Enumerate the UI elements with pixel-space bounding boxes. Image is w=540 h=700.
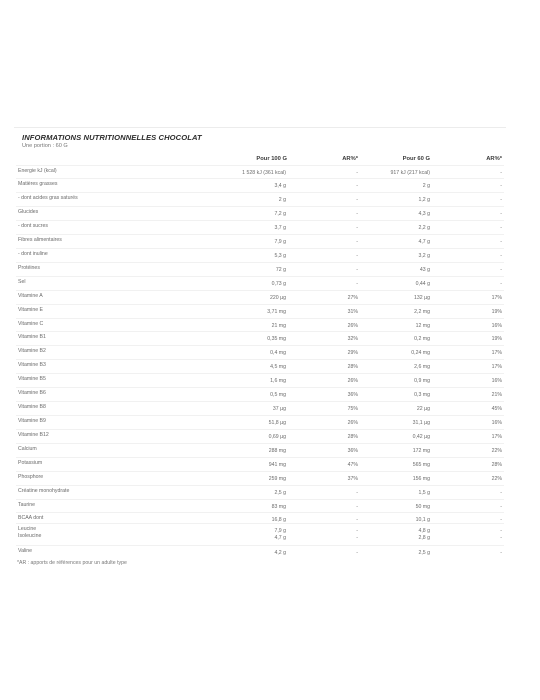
- table-row: [16, 499, 504, 513]
- ar-per-60g: -: [500, 504, 502, 510]
- value-per-60g: 565 mg: [412, 462, 430, 468]
- value-per-100g: 7,2 g: [274, 211, 286, 217]
- portion-subtitle: Une portion : 60 G: [22, 143, 68, 149]
- header-per-100g: Pour 100 G: [256, 156, 287, 162]
- ar-per-100g: 36%: [347, 448, 358, 454]
- value-per-100g: 0,69 µg: [268, 434, 286, 440]
- table-row: [16, 276, 504, 290]
- table-row: [16, 457, 504, 471]
- value-per-100g: 259 mg: [268, 476, 286, 482]
- ar-per-60g: -: [500, 528, 502, 534]
- ar-per-100g: -: [356, 239, 358, 245]
- ar-per-60g: 21%: [491, 392, 502, 398]
- table-row: [16, 545, 504, 559]
- value-per-100g: 3,4 g: [274, 183, 286, 189]
- ar-per-100g: 36%: [347, 392, 358, 398]
- ar-per-60g: -: [500, 535, 502, 541]
- nutrient-label: - dont acides gras saturés: [18, 195, 78, 201]
- value-per-100g: 16,8 g: [271, 517, 286, 523]
- value-per-100g: 4,7 g: [274, 535, 286, 541]
- ar-per-60g: -: [500, 225, 502, 231]
- ar-per-60g: 22%: [491, 448, 502, 454]
- ar-per-60g: 19%: [491, 309, 502, 315]
- nutrient-label: Vitamine B5: [18, 376, 46, 382]
- table-row: [16, 234, 504, 248]
- table-row: [16, 471, 504, 485]
- ar-per-100g: 37%: [347, 476, 358, 482]
- table-row: [16, 387, 504, 401]
- value-per-60g: 0,42 µg: [412, 434, 430, 440]
- value-per-100g: 72 g: [275, 267, 286, 273]
- ar-per-100g: -: [356, 183, 358, 189]
- value-per-60g: 22 µg: [416, 406, 430, 412]
- nutrient-label: Vitamine B12: [18, 432, 49, 438]
- ar-per-100g: -: [356, 550, 358, 556]
- nutrient-label: Valine: [18, 548, 33, 554]
- ar-per-100g: 27%: [347, 295, 358, 301]
- ar-per-100g: -: [356, 197, 358, 203]
- value-per-100g: 37 µg: [272, 406, 286, 412]
- footnote: *AR : apports de références pour un adulte type: [17, 560, 127, 566]
- value-per-60g: 0,44 g: [415, 281, 430, 287]
- ar-per-100g: 75%: [347, 406, 358, 412]
- value-per-100g: 51,8 µg: [268, 420, 286, 426]
- table-row: [16, 262, 504, 276]
- ar-per-60g: 17%: [491, 295, 502, 301]
- table-row: [16, 345, 504, 359]
- nutrient-label: Matières grasses: [18, 181, 58, 187]
- value-per-60g: 917 kJ (217 kcal): [390, 170, 430, 176]
- value-per-60g: 2,6 mg: [414, 364, 430, 370]
- value-per-100g: 7,9 g: [274, 528, 286, 534]
- table-row: [16, 415, 504, 429]
- nutrient-label: BCAA dont: [18, 515, 44, 521]
- ar-per-100g: 26%: [347, 378, 358, 384]
- ar-per-60g: 16%: [491, 420, 502, 426]
- nutrient-label: Vitamine B8: [18, 404, 46, 410]
- ar-per-60g: -: [500, 267, 502, 273]
- ar-per-100g: -: [356, 504, 358, 510]
- ar-per-100g: -: [356, 211, 358, 217]
- value-per-60g: 1,5 g: [418, 490, 430, 496]
- value-per-60g: 2,8 g: [418, 535, 430, 541]
- header-ar-100g: AR%*: [342, 156, 358, 162]
- nutrient-label: Protéines: [18, 265, 40, 271]
- header-ar-60g: AR%*: [486, 156, 502, 162]
- table-row: [16, 429, 504, 443]
- ar-per-60g: 19%: [491, 336, 502, 342]
- nutrient-label: Fibres alimentaires: [18, 237, 62, 243]
- value-per-60g: 132 µg: [414, 295, 430, 301]
- table-row: [16, 206, 504, 220]
- value-per-100g: 5,3 g: [274, 253, 286, 259]
- value-per-100g: 7,9 g: [274, 239, 286, 245]
- nutrient-label: - dont inuline: [18, 251, 48, 257]
- value-per-100g: 0,5 mg: [270, 392, 286, 398]
- ar-per-100g: 29%: [347, 350, 358, 356]
- table-row: [16, 304, 504, 318]
- ar-per-60g: 28%: [491, 462, 502, 468]
- ar-per-60g: -: [500, 490, 502, 496]
- table-row: [16, 220, 504, 234]
- table-row: [16, 331, 504, 345]
- ar-per-60g: 16%: [491, 323, 502, 329]
- value-per-60g: 10,1 g: [415, 517, 430, 523]
- ar-per-100g: -: [356, 528, 358, 534]
- value-per-100g: 1 528 kJ (361 kcal): [242, 170, 286, 176]
- ar-per-60g: -: [500, 550, 502, 556]
- value-per-60g: 0,24 mg: [411, 350, 430, 356]
- nutrient-label: Isoleucine: [18, 533, 42, 539]
- ar-per-100g: -: [356, 253, 358, 259]
- table-row: [16, 401, 504, 415]
- value-per-60g: 12 mg: [415, 323, 430, 329]
- value-per-100g: 0,73 g: [271, 281, 286, 287]
- nutrient-label: Calcium: [18, 446, 37, 452]
- value-per-100g: 4,2 g: [274, 550, 286, 556]
- table-row: [16, 248, 504, 262]
- nutrient-label: Phosphore: [18, 474, 44, 480]
- table-row: [16, 373, 504, 387]
- table-row: [16, 178, 504, 192]
- nutrient-label: Glucides: [18, 209, 39, 215]
- ar-per-100g: 32%: [347, 336, 358, 342]
- ar-per-60g: -: [500, 170, 502, 176]
- ar-per-100g: 26%: [347, 420, 358, 426]
- ar-per-100g: 31%: [347, 309, 358, 315]
- value-per-60g: 1,2 g: [418, 197, 430, 203]
- value-per-60g: 2 g: [422, 183, 430, 189]
- value-per-60g: 4,3 g: [418, 211, 430, 217]
- ar-per-60g: -: [500, 517, 502, 523]
- ar-per-60g: -: [500, 197, 502, 203]
- nutrient-label: Potassium: [18, 460, 43, 466]
- value-per-60g: 4,7 g: [418, 239, 430, 245]
- ar-per-60g: -: [500, 253, 502, 259]
- ar-per-100g: 47%: [347, 462, 358, 468]
- value-per-100g: 83 mg: [271, 504, 286, 510]
- value-per-60g: 3,2 g: [418, 253, 430, 259]
- ar-per-60g: -: [500, 183, 502, 189]
- value-per-100g: 4,5 mg: [270, 364, 286, 370]
- nutrient-label: Vitamine B6: [18, 390, 46, 396]
- ar-per-60g: 45%: [491, 406, 502, 412]
- value-per-100g: 288 mg: [268, 448, 286, 454]
- ar-per-100g: -: [356, 225, 358, 231]
- value-per-60g: 0,2 mg: [414, 336, 430, 342]
- table-row: [16, 165, 504, 179]
- ar-per-60g: 17%: [491, 350, 502, 356]
- value-per-100g: 941 mg: [268, 462, 286, 468]
- value-per-100g: 220 µg: [270, 295, 286, 301]
- ar-per-100g: 28%: [347, 434, 358, 440]
- value-per-60g: 2,2 mg: [414, 309, 430, 315]
- value-per-100g: 0,4 mg: [270, 350, 286, 356]
- nutrient-label: Vitamine B1: [18, 334, 46, 340]
- table-title: INFORMATIONS NUTRITIONNELLES CHOCOLAT: [22, 133, 202, 142]
- value-per-60g: 2,2 g: [418, 225, 430, 231]
- ar-per-100g: 26%: [347, 323, 358, 329]
- value-per-60g: 4,8 g: [418, 528, 430, 534]
- ar-per-100g: -: [356, 170, 358, 176]
- value-per-60g: 2,5 g: [418, 550, 430, 556]
- nutrient-label: Créatine monohydrate: [18, 488, 70, 494]
- table-row: [16, 290, 504, 304]
- ar-per-60g: 17%: [491, 364, 502, 370]
- value-per-60g: 0,3 mg: [414, 392, 430, 398]
- value-per-100g: 3,7 g: [274, 225, 286, 231]
- table-row: [16, 192, 504, 206]
- ar-per-100g: 28%: [347, 364, 358, 370]
- value-per-60g: 43 g: [419, 267, 430, 273]
- value-per-60g: 172 mg: [412, 448, 430, 454]
- nutrient-label: Leucine: [18, 526, 37, 532]
- value-per-100g: 2,5 g: [274, 490, 286, 496]
- nutrient-label: Energie kJ (kcal): [18, 168, 57, 174]
- ar-per-60g: -: [500, 211, 502, 217]
- value-per-100g: 21 mg: [271, 323, 286, 329]
- table-row: [16, 318, 504, 332]
- value-per-60g: 0,9 mg: [414, 378, 430, 384]
- nutrient-label: Vitamine B9: [18, 418, 46, 424]
- table-row: [16, 359, 504, 373]
- ar-per-100g: -: [356, 281, 358, 287]
- value-per-100g: 2 g: [278, 197, 286, 203]
- ar-per-60g: -: [500, 281, 502, 287]
- ar-per-100g: -: [356, 490, 358, 496]
- value-per-60g: 50 mg: [415, 504, 430, 510]
- ar-per-100g: -: [356, 267, 358, 273]
- nutrient-label: Vitamine B3: [18, 362, 46, 368]
- nutrient-label: Vitamine A: [18, 293, 43, 299]
- header-per-60g: Pour 60 G: [402, 156, 430, 162]
- nutrient-label: Sel: [18, 279, 26, 285]
- value-per-100g: 1,6 mg: [270, 378, 286, 384]
- value-per-60g: 31,1 µg: [412, 420, 430, 426]
- ar-per-60g: 17%: [491, 434, 502, 440]
- nutrient-label: Taurine: [18, 502, 36, 508]
- ar-per-100g: -: [356, 535, 358, 541]
- nutrient-label: Vitamine E: [18, 307, 43, 313]
- ar-per-60g: -: [500, 239, 502, 245]
- value-per-100g: 0,35 mg: [267, 336, 286, 342]
- nutrient-label: Vitamine C: [18, 321, 44, 327]
- value-per-60g: 156 mg: [412, 476, 430, 482]
- nutrient-label: - dont sucres: [18, 223, 48, 229]
- ar-per-60g: 16%: [491, 378, 502, 384]
- ar-per-100g: -: [356, 517, 358, 523]
- nutrient-label: Vitamine B2: [18, 348, 46, 354]
- table-row: [16, 531, 504, 544]
- table-row: [16, 485, 504, 499]
- value-per-100g: 3,71 mg: [267, 309, 286, 315]
- ar-per-60g: 22%: [491, 476, 502, 482]
- table-row: [16, 443, 504, 457]
